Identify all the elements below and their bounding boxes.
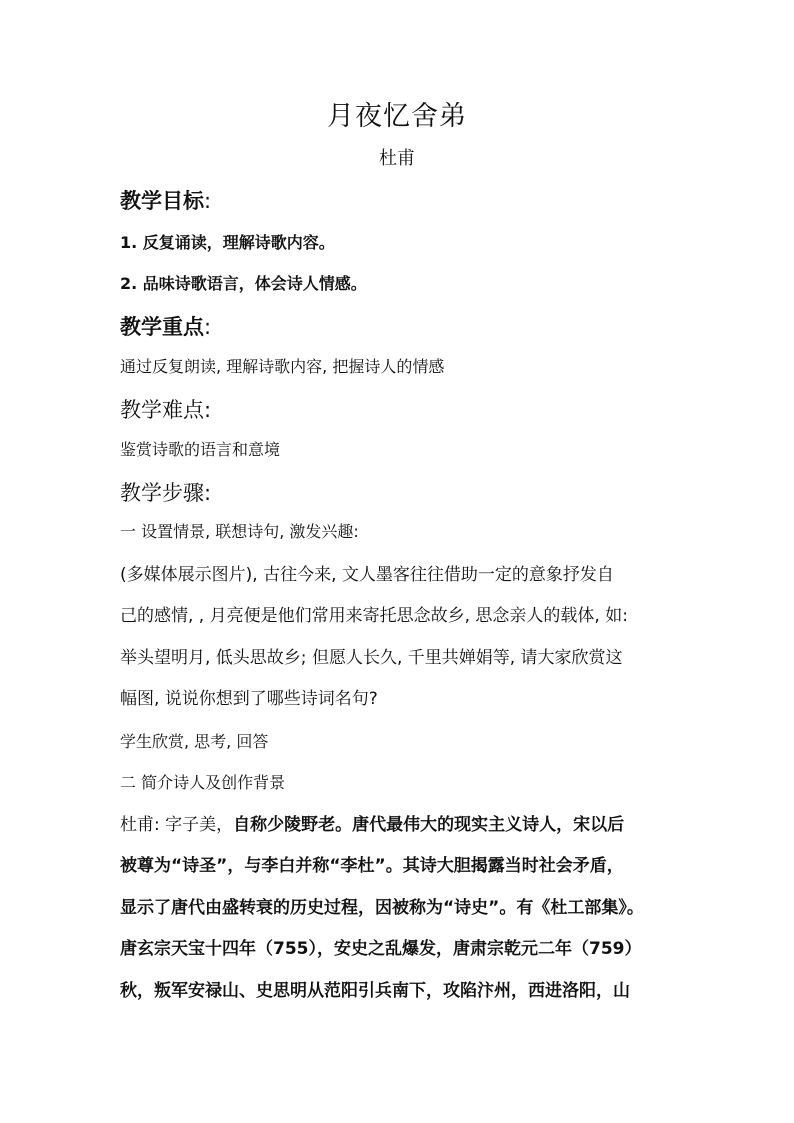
key-points-heading-text: 教学重点: [120, 315, 204, 339]
step2-line-5: 秋，叛军安禄山、史思明从范阳引兵南下，攻陷汴州，西进洛阳，山: [120, 981, 630, 1001]
step1-student: 学生欣赏, 思考, 回答: [120, 732, 269, 751]
step2-line-4: 唐玄宗天宝十四年（755），安史之乱爆发，唐肃宗乾元二年（759）: [120, 939, 642, 959]
goals-heading: [120, 186, 694, 216]
step2-line-1: [120, 812, 694, 838]
step2-line-1-text: 自称少陵野老。唐代最伟大的现实主义诗人，宋以后: [233, 815, 625, 835]
goals-heading-text: 教学目标: [120, 189, 204, 213]
step1-title: 一 设置情景, 联想诗句, 激发兴趣:: [120, 522, 359, 541]
key-points-text: 通过反复朗读, 理解诗歌内容, 把握诗人的情感: [120, 357, 445, 376]
goals-heading-colon: :: [204, 189, 212, 213]
step1-line-3: 举头望明月, 低头思故乡; 但愿人长久, 千里共婵娟等, 请大家欣赏这: [120, 648, 623, 668]
step2-line-3: 显示了唐代由盛转衰的历史过程，因被称为“诗史”。有《杜工部集》。: [120, 898, 644, 918]
steps-heading: 教学步骤:: [120, 481, 212, 505]
poem-author: 杜甫: [379, 148, 415, 169]
difficulties-heading: 教学难点:: [120, 398, 212, 422]
step1-line-2: 己的感情, , 月亮便是他们常用来寄托思念故乡, 思念亲人的载体, 如:: [120, 606, 628, 626]
poem-title: 月夜忆舍弟: [327, 101, 467, 132]
key-points-heading: [120, 312, 694, 342]
goal-item-2: 2. 品味诗歌语言，体会诗人情感。: [120, 274, 367, 293]
goal-item-1: 1. 反复诵读，理解诗歌内容。: [120, 233, 335, 252]
step2-line-2: 被尊为“诗圣”，与李白并称“李杜”。其诗大胆揭露当时社会矛盾，: [120, 856, 624, 876]
key-points-heading-colon: :: [204, 315, 212, 339]
step1-line-4: 幅图, 说说你想到了哪些诗词名句?: [120, 689, 378, 709]
difficulties-text: 鉴赏诗歌的语言和意境: [120, 440, 281, 459]
step2-title: 二 简介诗人及创作背景: [120, 773, 286, 792]
step2-lead: 杜甫: 字子美，: [120, 815, 234, 835]
step1-line-1: (多媒体展示图片), 古往今来, 文人墨客往往借助一定的意象抒发自: [120, 565, 614, 585]
